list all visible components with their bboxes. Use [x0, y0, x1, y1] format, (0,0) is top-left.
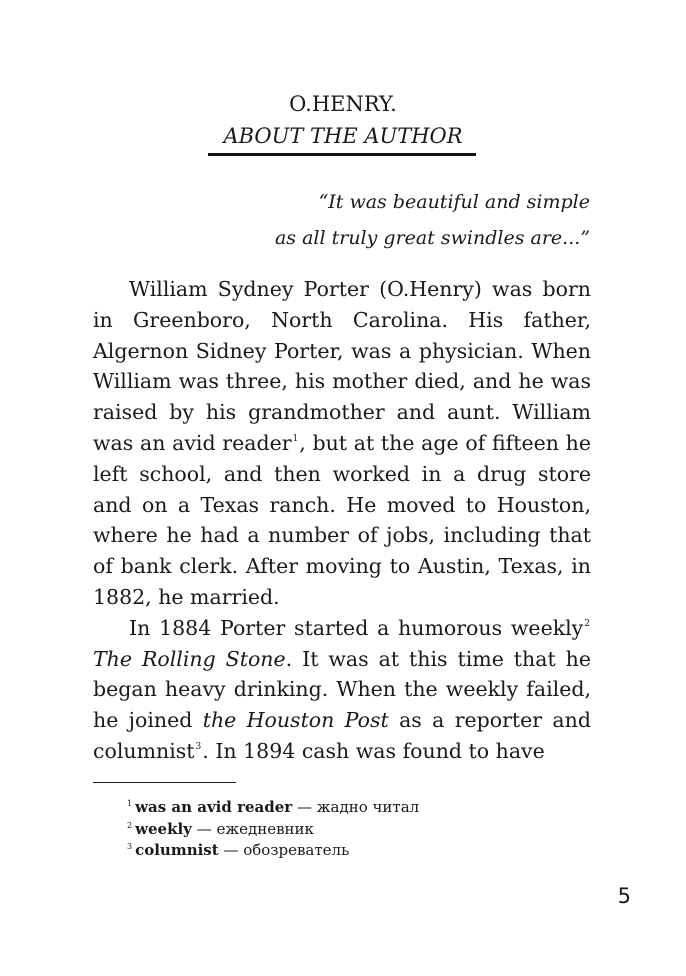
- footnote-translation: — обозреватель: [218, 841, 350, 859]
- footnote-translation: — жадно читал: [292, 798, 420, 816]
- paragraph-2: [93, 613, 591, 767]
- footnote-number: 3: [127, 842, 133, 851]
- title-underline: [208, 153, 476, 156]
- footnote-translation: — ежедневник: [191, 819, 314, 838]
- footnote-1: [127, 795, 419, 817]
- footnote-divider: [93, 782, 236, 783]
- publication-title-rolling-stone: The Rolling Stone: [93, 646, 286, 671]
- footnote-term: weekly: [135, 819, 192, 838]
- footnote-number: 2: [127, 820, 133, 830]
- author-heading: O.HENRY.: [289, 92, 397, 116]
- footnote-2: [127, 817, 419, 839]
- paragraph-1-text-b: , but at the age of fifteen he left school, and then worked in a drug store and on a Texas ranch. He moved to Houston, where he had a number of jobs, including that of bank clerk. After moving to Austin, Texas, in 1882, he married.: [93, 430, 591, 609]
- footnote-ref-2: 2: [584, 618, 590, 629]
- publication-title-houston-post: the Houston Post: [202, 708, 389, 733]
- epigraph-line-1: “It was beautiful and simple: [318, 191, 590, 213]
- paragraph-2-text-a: In 1884 Porter started a humorous weekly: [129, 615, 584, 640]
- paragraph-2-text-b: . It was at this time that he began heavy drinking. When the weekly failed, he joined: [93, 646, 591, 733]
- footnote-number: 1: [127, 799, 133, 808]
- body-text: [93, 274, 591, 767]
- paragraph-1-text-a: William Sydney Porter (O.Henry) was born in Greenboro, North Carolina. His father, Algernon Sidney Porter, was a physician. When William was three, his mother died, and he was raised by his grandmother and aunt. William was an avid reader: [93, 277, 591, 455]
- page-number: 5: [617, 884, 631, 908]
- paragraph-2-text-c: as a reporter and columnist: [93, 708, 591, 763]
- footnote-ref-1: 1: [292, 433, 299, 444]
- epigraph-line-2: as all truly great swindles are...”: [274, 227, 590, 249]
- paragraph-1: [93, 274, 591, 613]
- paragraph-2-text-d: . In 1894 cash was found to have: [202, 738, 545, 763]
- footnote-3: [127, 838, 419, 860]
- footnote-term: was an avid reader: [135, 798, 293, 816]
- footnotes: [127, 795, 419, 860]
- section-subtitle: ABOUT THE AUTHOR: [223, 124, 463, 148]
- footnote-term: columnist: [135, 841, 219, 859]
- footnote-ref-3: 3: [195, 741, 202, 752]
